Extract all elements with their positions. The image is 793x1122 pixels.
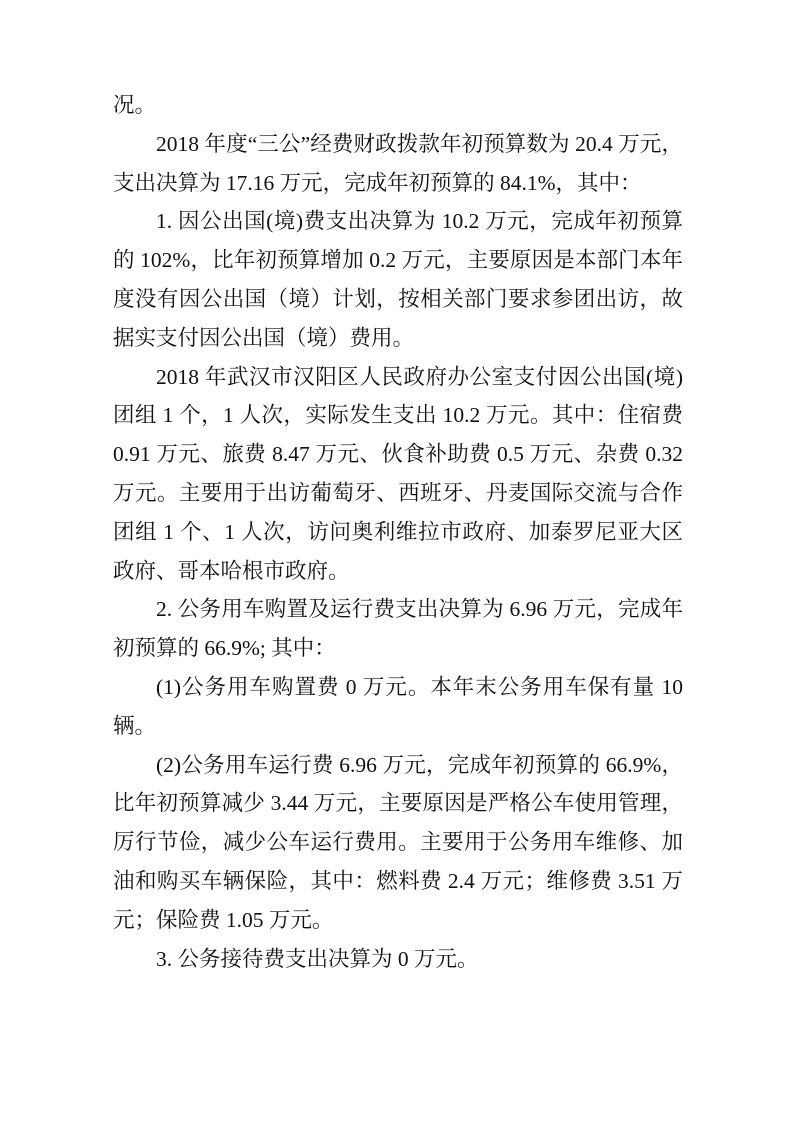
paragraph-abroad-detail: 2018 年武汉市汉阳区人民政府办公室支付因公出国(境)团组 1 个，1 人次，实际发生支出 10.2 万元。其中：住宿费 0.91 万元、旅费 8.47 万元、伙食补助费 0.5 万元、杂费 0.32 万元。主要用于出访葡萄牙、西班牙、丹麦国际交流与合作团组 1 个、1 人次，访问奥利维拉市政府、加泰罗尼亚大区政府、哥本哈根市政府。 <box>113 364 683 583</box>
paragraph-vehicle-purchase: (1)公务用车购置费 0 万元。本年末公务用车保有量 10 辆。 <box>113 674 683 738</box>
paragraph-abroad-expense: 1. 因公出国(境)费支出决算为 10.2 万元，完成年初预算的 102%，比年初预算增加 0.2 万元，主要原因是本部门本年度没有因公出国（境）计划，按相关部门要求参团出访，故据实支付因公出国（境）费用。 <box>113 209 683 350</box>
paragraph-continuation: 况。 <box>113 93 157 117</box>
paragraph-vehicle-operation: (2)公务用车运行费 6.96 万元，完成年初预算的 66.9%，比年初预算减少 3.44 万元，主要原因是严格公车使用管理，厉行节俭，减少公车运行费用。主要用于公务用车维修、加油和购买车辆保险，其中：燃料费 2.4 万元；维修费 3.51 万元；保险费 1.05 万元。 <box>113 752 683 932</box>
paragraph-vehicle-summary: 2. 公务用车购置及运行费支出决算为 6.96 万元，完成年初预算的 66.9%; 其中： <box>113 597 683 661</box>
paragraph-sangong-summary: 2018 年度“三公”经费财政拨款年初预算数为 20.4 万元，支出决算为 17.16 万元，完成年初预算的 84.1%，其中： <box>113 131 683 195</box>
document-body-text <box>113 86 683 978</box>
paragraph-reception-expense: 3. 公务接待费支出决算为 0 万元。 <box>156 946 479 971</box>
